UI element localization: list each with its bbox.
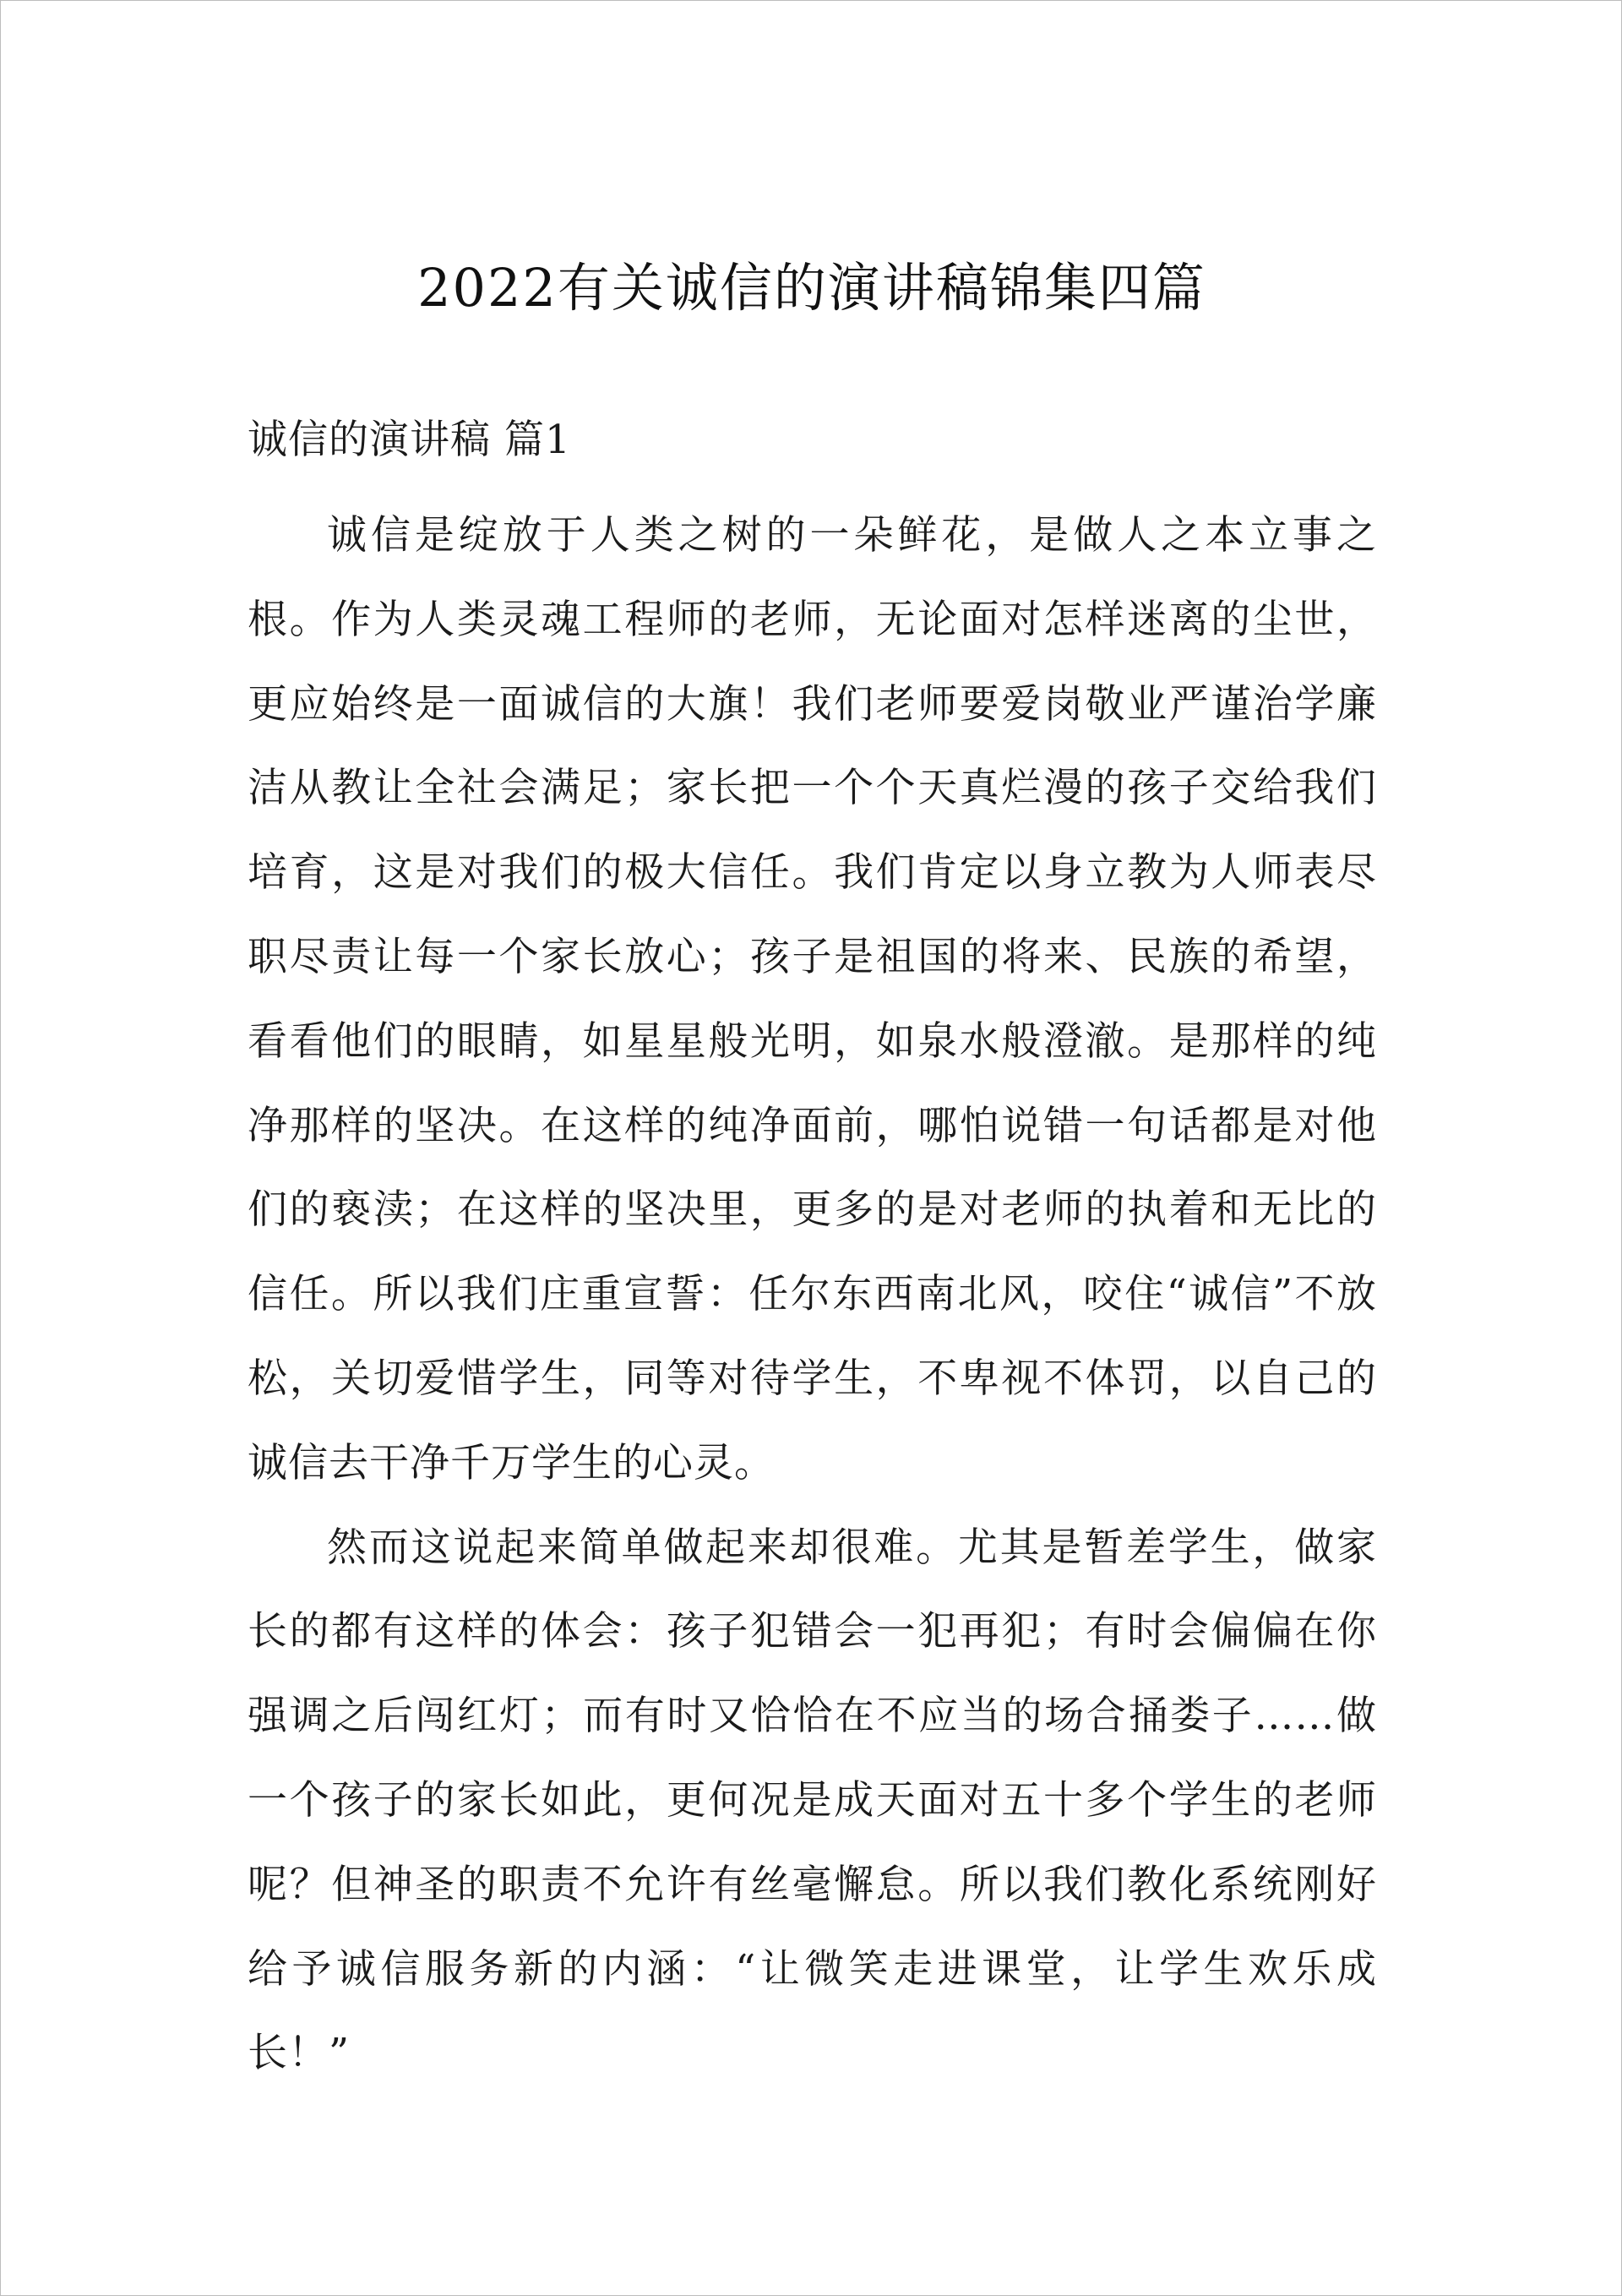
section-heading: 诚信的演讲稿 篇1 [248,417,571,463]
document-title: 2022有关诚信的演讲稿锦集四篇 [417,257,1206,319]
paragraph: 然而这说起来简单做起来却很难。尤其是暂差学生，做家长的都有这样的体会：孩子犯错会一犯再犯；有时会偏偏在你强调之后闯红灯；而有时又恰恰在不应当的场合捅娄子……做一个孩子的家长如此，更何况是成天面对五十多个学生的老师呢？但神圣的职责不允许有丝毫懈怠。所以我们教化系统刚好给予诚信服务新的内涵：“让微笑走进课堂，让学生欢乐成长！” [248,1524,1377,2077]
paragraph: 诚信是绽放于人类之树的一朵鲜花，是做人之本立事之根。作为人类灵魂工程师的老师，无论面对怎样迷离的尘世，更应始终是一面诚信的大旗！我们老师要爱岗敬业严谨治学廉洁从教让全社会满足；家长把一个个天真烂漫的孩子交给我们培育，这是对我们的极大信任。我们肯定以身立教为人师表尽职尽责让每一个家长放心；孩子是祖国的将来、民族的希望，看看他们的眼睛，如星星般光明，如泉水般澄澈。是那样的纯净那样的坚决。在这样的纯净面前，哪怕说错一句话都是对他们的亵渎；在这样的坚决里，更多的是对老师的执着和无比的信任。所以我们庄重宣誓：任尔东西南北风，咬住“诚信”不放松，关切爱惜学生，同等对待学生，不卑视不体罚，以自己的诚信去干净千万学生的心灵。 [248,512,1377,1486]
document-body [248,410,1377,2096]
